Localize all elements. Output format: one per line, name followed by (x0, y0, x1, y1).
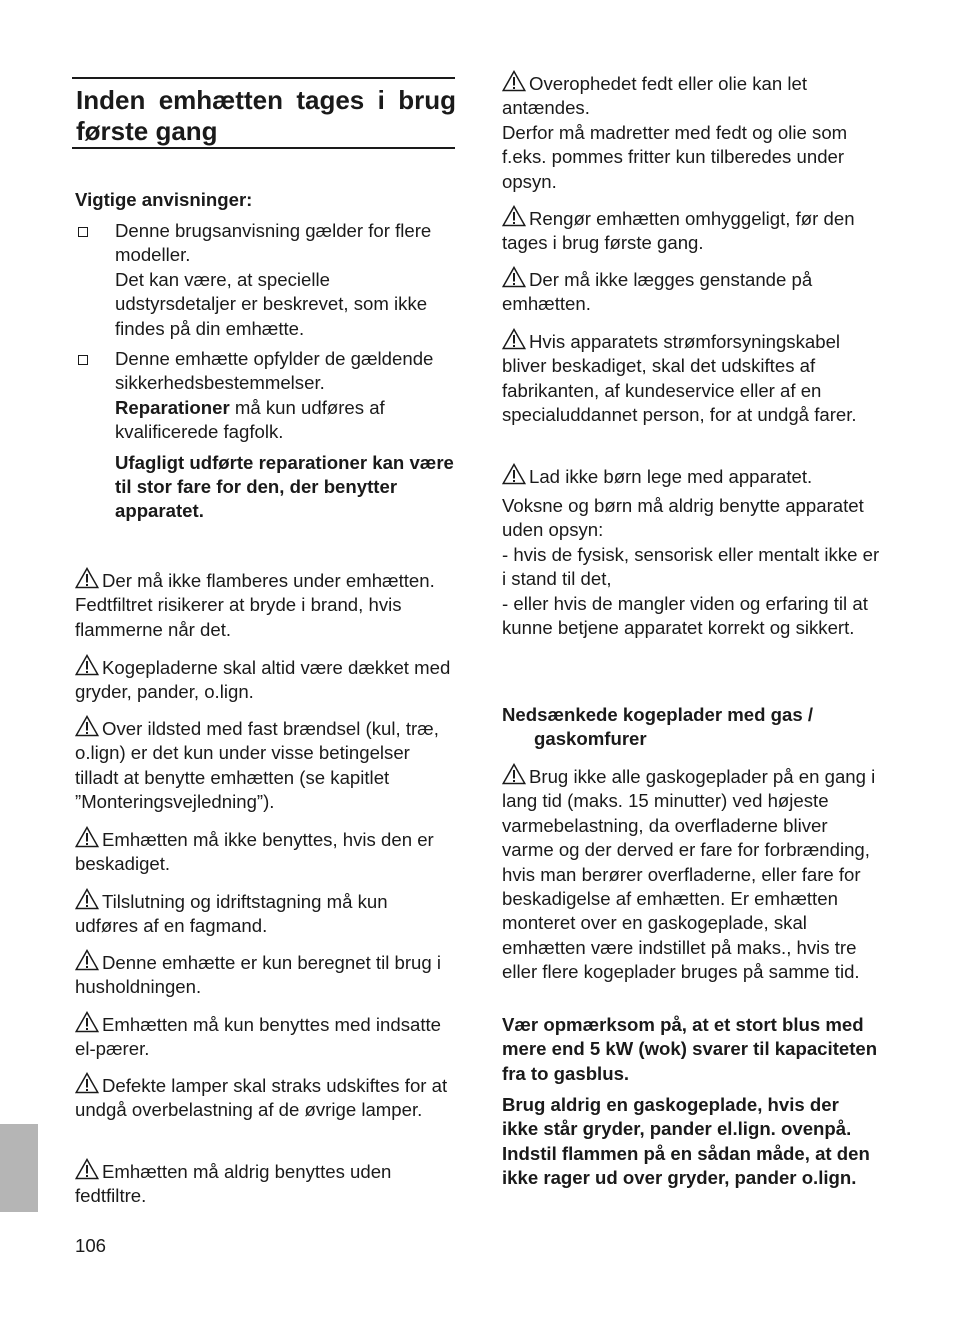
warning-item: Der må ikke lægges genstande på emhætten. (502, 266, 880, 317)
warning-triangle-icon (75, 949, 99, 971)
warning-triangle-icon (75, 888, 99, 910)
page-number: 106 (75, 1235, 107, 1256)
warning-item: Over ildsted med fast brændsel (kul, træ, o.lign) er det kun under visse betingelser tilladt at benytte emhætten (se kapitlet ”Monteringsvejledning”). (75, 715, 455, 815)
warning-item: Emhætten må aldrig benyttes uden fedtfiltre. (75, 1158, 455, 1209)
warning-item: Der må ikke flamberes under emhætten. Fedtfiltret risikerer at bryde i brand, hvis flammerne når det. (75, 567, 455, 642)
warning-item: Defekte lamper skal straks udskiftes for at undgå overbelastning af de øvrige lamper. (75, 1072, 455, 1123)
warning-triangle-icon (75, 715, 99, 737)
children-supervision-text: Voksne og børn må aldrig benytte apparatet uden opsyn: - hvis de fysisk, sensorisk eller mentalt ikke er i stand til det, - eller hvis de mangler viden og erfaring til at kunne betjene apparatet korrekt og sikkert. (502, 495, 880, 639)
warning-triangle-icon (75, 1011, 99, 1033)
bold-paragraph: Brug aldrig en gaskogeplade, hvis der ikke står gryder, pander el.lign. ovenpå. Indstil flammen på en sådan måde, at den ikke rager ud over gryder, pander o.lign. (502, 1094, 870, 1189)
warning-item: Emhætten må ikke benyttes, hvis den er beskadiget. (75, 826, 455, 877)
bold-paragraph: Vær opmærksom på, at et stort blus med mere end 5 kW (wok) svarer til kapaciteten fra to gasblus. (502, 1014, 878, 1084)
warning-triangle-icon (502, 763, 526, 785)
check-item-text: Denne brugsanvisning gælder for flere modeller. Det kan være, at specielle udstyrsdetaljer er beskrevet, som ikke findes på din emhætte. (115, 220, 432, 339)
warning-triangle-icon (75, 826, 99, 848)
checkbox-icon (78, 355, 88, 365)
warning-item: Overophedet fedt eller olie kan let antændes. Derfor må madretter med fedt og olie som f.eks. pommes fritter kun tilberedes under opsyn. (502, 70, 880, 194)
warning-triangle-icon (502, 70, 526, 92)
warning-triangle-icon (502, 328, 526, 350)
warning-triangle-icon (502, 463, 526, 485)
page-title: Inden emhætten tages i brug første gang (76, 85, 456, 146)
gas-heading: Nedsænkede kogeplader med gas / gaskomfurer (502, 704, 814, 750)
side-tab (0, 1124, 38, 1212)
warning-triangle-icon (75, 567, 99, 589)
warning-triangle-icon (502, 266, 526, 288)
warning-item: Hvis apparatets strømforsyningskabel bliver beskadiget, skal det udskiftes af fabrikanten, af kundeservice eller af en specialuddannet person, for at undgå farer. (502, 328, 880, 428)
warning-item: Brug ikke alle gaskogeplader på en gang i lang tid (maks. 15 minutter) ved højeste varmebelastning, da overfladerne bliver varme og der derved er fare for forbrænding, hvis man berører overfladerne, eller fare for beskadigelse af emhætten. Er emhætten monteret over en gaskogeplade, skal emhætten være indstillet på maks., hvis tre eller flere kogeplader bruges på samme tid. (502, 763, 880, 985)
check-item-text: Denne emhætte opfylder de gældende sikkerhedsbestemmelser. Reparationer må kun udføres af kvalificerede fagfolk. Ufagligt udførte reparationer kan være til stor fare for den, der benytter apparatet. (115, 347, 455, 524)
warning-item: Lad ikke børn lege med apparatet. (502, 463, 880, 489)
checkbox-icon (78, 227, 88, 237)
repair-warning-note: Ufagligt udførte reparationer kan være til stor fare for den, der benytter apparatet. (115, 451, 454, 522)
warning-triangle-icon (75, 1158, 99, 1180)
warning-triangle-icon (75, 1072, 99, 1094)
warning-triangle-icon (75, 654, 99, 676)
title-block (72, 77, 455, 149)
warning-item: Rengør emhætten omhyggeligt, før den tages i brug første gang. (502, 205, 880, 256)
warning-item: Tilslutning og idriftstagning må kun udføres af en fagmand. (75, 888, 455, 939)
warning-triangle-icon (502, 205, 526, 227)
subheading-important: Vigtige anvisninger: (75, 189, 253, 210)
warning-item: Kogepladerne skal altid være dækket med gryder, pander, o.lign. (75, 654, 455, 705)
warning-item: Denne emhætte er kun beregnet til brug i husholdningen. (75, 949, 455, 1000)
warning-item: Emhætten må kun benyttes med indsatte el-pærer. (75, 1011, 455, 1062)
